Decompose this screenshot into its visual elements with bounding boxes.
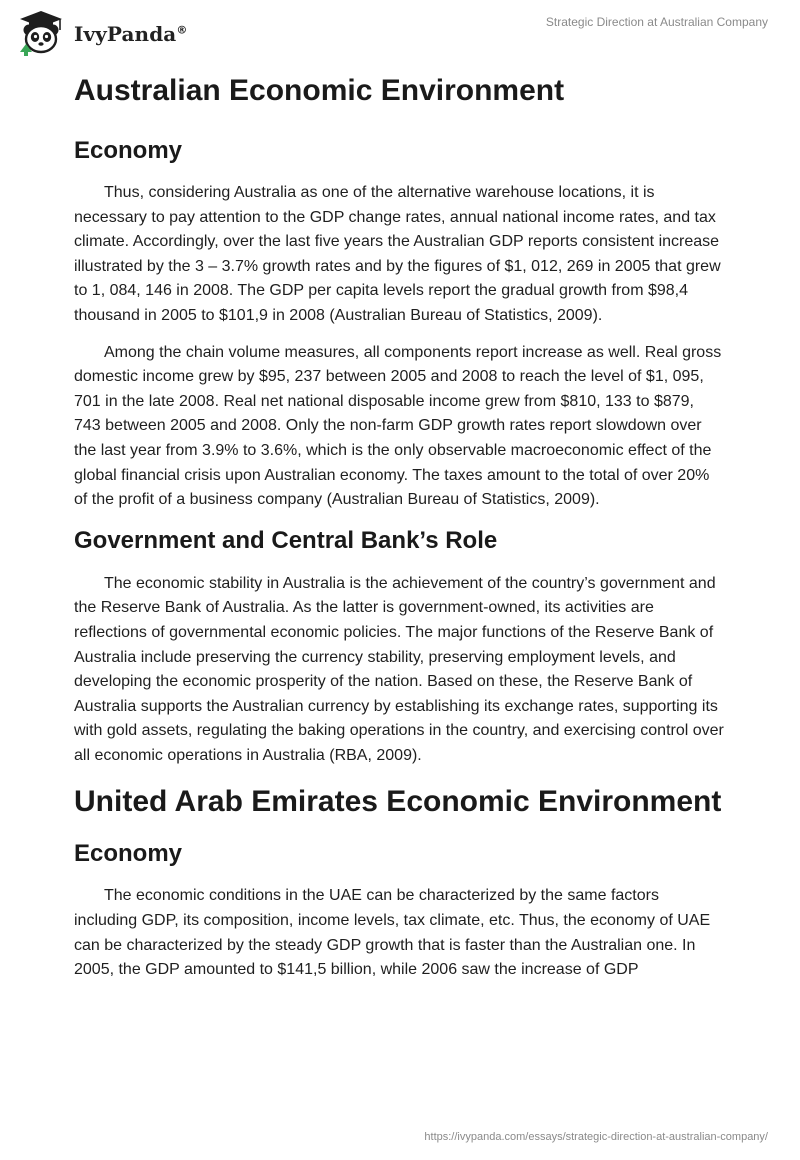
paragraph-uae-economy: The economic conditions in the UAE can be characterized by the same factors including GDP, its composition, income levels, tax climate, etc. Thus, the economy of UAE can be characterized by the steady GDP growth that is faster than the Australian one. In 2005, the GDP amounted to $141,5 billion, while 2006 saw the increase of GDP [74,887,711,979]
heading-uae-economic-environment: United Arab Emirates Economic Environment [74,785,722,819]
heading-australian-economic-environment: Australian Economic Environment [74,74,565,107]
heading-australia-economy: Economy [74,137,183,164]
source-url-link[interactable]: https://ivypanda.com/essays/strategic-direction-at-australian-company/ [424,1131,768,1143]
panda-mascot-icon [16,8,66,56]
essay-content [74,70,724,983]
page-header [0,0,800,62]
brand-name: IvyPanda® [74,22,188,46]
paragraph-reserve-bank: The economic stability in Australia is the achievement of the country’s government and the Reserve Bank of Australia. As the latter is government-owned, its activities are reflections of governmental economic policies. The major functions of the Reserve Bank of Australia include preserving the currency stability, preserving employment levels, and developing the economic prosperity of the nation. Based on these, the Reserve Bank of Australia supports the Australian currency by establishing its exchange rates, supporting its with gold assets, regulating the baking operations in the country, and exercising control over all economic operations in Australia (RBA, 2009). [74,574,724,764]
document-title: Strategic Direction at Australian Company [545,15,768,29]
heading-uae-economy: Economy [74,840,183,868]
paragraph-australia-gdp: Thus, considering Australia as one of the alternative warehouse locations, it is necessary to pay attention to the GDP change rates, annual national income rates, and tax climate. Accordingly, over the last five years the Australian GDP reports consistent increase illustrated by the 3 – 3.7% growth rates and by the figures of $1, 012, 269 in 2005 that grew to 1, 084, 146 in 2008. The GDP per capita levels report the gradual growth from $98,4 thousand in 2005 to $101,9 in 2008 (Australian Bureau of Statistics, 2009). [74,184,721,324]
heading-government-central-bank: Government and Central Bank’s Role [74,526,498,554]
trademark-symbol: ® [176,23,188,37]
ivypanda-logo[interactable] [16,8,187,56]
paragraph-australia-chain-volume: Among the chain volume measures, all components report increase as well. Real gross domestic income grew by $95, 237 between 2005 and 2008 to reach the level of $1, 095, 701 in the late 2008. Real net national disposable income grew from $810, 133 to $879, 743 between 2005 and 2008. Only the non-farm GDP growth rates report slowdown over the last year from 3.9% to 3.6%, which is the only observable macroeconomic effect of the global financial crisis upon Australian economy. The taxes amount to the total of over 20% of the profit of a business company (Australian Bureau of Statistics, 2009). [74,343,722,509]
